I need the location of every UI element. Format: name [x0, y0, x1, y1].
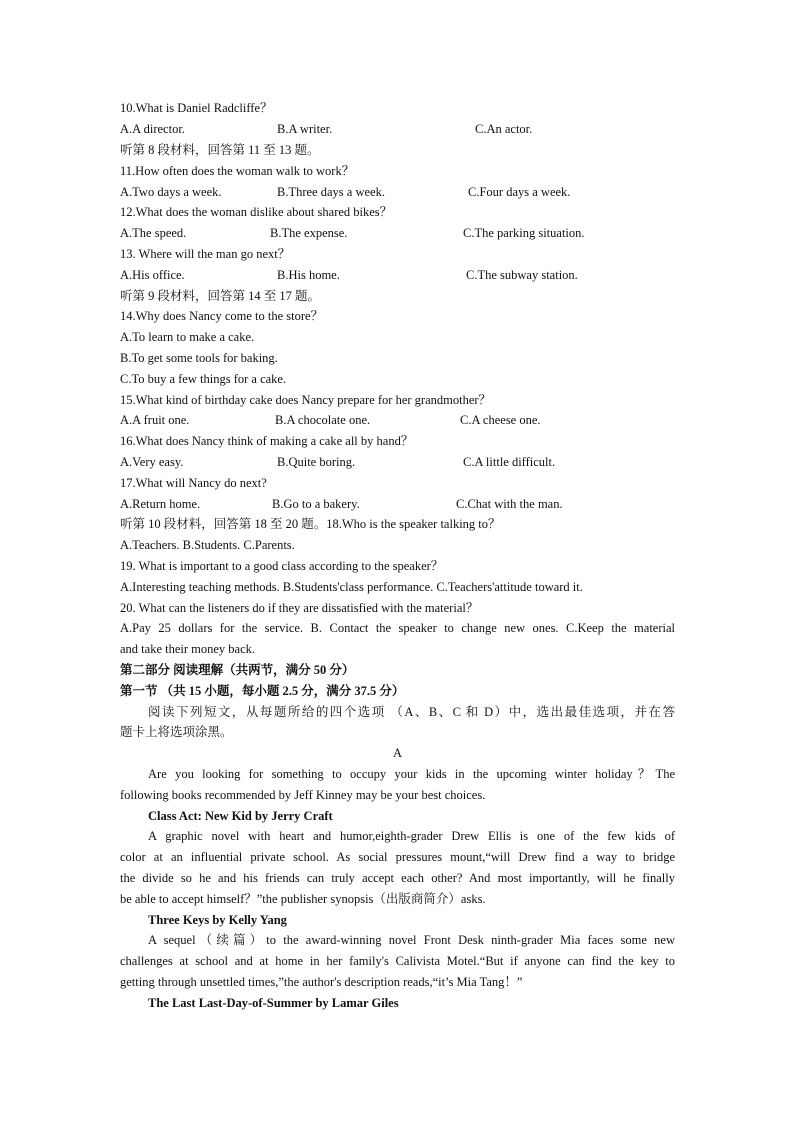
option-c: C.Four days a week.: [468, 185, 571, 199]
option-a: A.Two days a week.: [120, 185, 222, 199]
question-19: 19. What is important to a good class according to the speaker？: [120, 559, 444, 573]
book-title: Three Keys by Kelly Yang: [148, 913, 287, 927]
paragraph-line: A graphic novel with heart and humor,eighth-grader Drew Ellis is one of the few kids of: [148, 829, 675, 843]
option-c: C.A cheese one.: [460, 413, 541, 427]
instructions-cont: 题卡上将选项涂黑。: [120, 725, 233, 739]
question-16: 16.What does Nancy think of making a cake all by hand？: [120, 434, 414, 448]
question-13: 13. Where will the man go next？: [120, 247, 291, 261]
option-c: C.The parking situation.: [463, 226, 585, 240]
paragraph-line: be able to accept himself？”the publisher synopsis（出版商简介）asks.: [120, 892, 486, 906]
option-b: B.Go to a bakery.: [272, 497, 360, 511]
question-10: 10.What is Daniel Radcliffe？: [120, 101, 273, 115]
option-b: B.The expense.: [270, 226, 348, 240]
question-14-option-b: B.To get some tools for baking.: [120, 351, 278, 365]
passage-intro-cont: following books recommended by Jeff Kinney may be your best choices.: [120, 788, 486, 802]
option-b: B.His home.: [277, 268, 340, 282]
option-c: C.A little difficult.: [463, 455, 556, 469]
option-a: A.Very easy.: [120, 455, 184, 469]
option-c: C.The subway station.: [466, 268, 578, 282]
question-14-option-a: A.To learn to make a cake.: [120, 330, 255, 344]
question-15: 15.What kind of birthday cake does Nancy prepare for her grandmother？: [120, 393, 492, 407]
section-instruction-8: 听第 8 段材料，回答第 11 至 13 题。: [120, 143, 320, 157]
option-a: A.A fruit one.: [120, 413, 190, 427]
question-18: 听第 10 段材料，回答第 18 至 20 题。18.Who is the speaker talking to？: [120, 517, 501, 531]
paragraph-line: color at an influential private school. As social pressures mount,“will Drew find a way to bridge: [120, 850, 675, 864]
section-instruction-9: 听第 9 段材料，回答第 14 至 17 题。: [120, 289, 321, 303]
question-20: 20. What can the listeners do if they are dissatisfied with the material？: [120, 601, 479, 615]
paragraph-line: A sequel（续篇）to the award-winning novel Front Desk ninth-grader Mia faces some new: [148, 933, 675, 947]
option-a: A.His office.: [120, 268, 185, 282]
question-20-options: A.Pay 25 dollars for the service. B. Contact the speaker to change new ones. C.Keep the material: [120, 621, 675, 635]
option-b: B.Quite boring.: [277, 455, 356, 469]
question-14: 14.Why does Nancy come to the store？: [120, 309, 324, 323]
option-a: A.A director.: [120, 122, 185, 136]
passage-intro: Are you looking for something to occupy your kids in the upcoming winter holiday？The: [148, 767, 675, 781]
book-title: Class Act: New Kid by Jerry Craft: [148, 809, 333, 823]
book-title: The Last Last-Day-of-Summer by Lamar Giles: [148, 996, 399, 1010]
question-11: 11.How often does the woman walk to work？: [120, 164, 355, 178]
option-a: A.The speed.: [120, 226, 187, 240]
question-17: 17.What will Nancy do next?: [120, 476, 267, 490]
option-a: A.Return home.: [120, 497, 201, 511]
question-18-options: A.Teachers. B.Students. C.Parents.: [120, 538, 295, 552]
option-b: B.A writer.: [277, 122, 333, 136]
instructions: 阅读下列短文，从每题所给的四个选项 （A、B、C 和 D）中，选出最佳选项，并在答: [148, 705, 675, 719]
question-12: 12.What does the woman dislike about shared bikes？: [120, 205, 393, 219]
passage-label: A: [392, 746, 403, 760]
section-heading: 第一节 （共 15 小题，每小题 2.5 分，满分 37.5 分）: [120, 684, 405, 698]
option-c: C.An actor.: [475, 122, 533, 136]
part-heading: 第二部分 阅读理解（共两节，满分 50 分）: [120, 663, 355, 677]
paragraph-line: challenges at school and at home in her family's Calivista Motel.“But if anyone can find the key to: [120, 954, 675, 968]
paragraph-line: the divide so he and his friends can truly accept each other? And most importantly, will he finally: [120, 871, 675, 885]
question-14-option-c: C.To buy a few things for a cake.: [120, 372, 287, 386]
option-c: C.Chat with the man.: [456, 497, 563, 511]
option-b: B.Three days a week.: [277, 185, 385, 199]
question-19-options: A.Interesting teaching methods. B.Students'class performance. C.Teachers'attitude toward it.: [120, 580, 583, 594]
question-20-options-cont: and take their money back.: [120, 642, 256, 656]
option-b: B.A chocolate one.: [275, 413, 371, 427]
paragraph-line: getting through unsettled times,”the author's description reads,“it’s Mia Tang！”: [120, 975, 523, 989]
